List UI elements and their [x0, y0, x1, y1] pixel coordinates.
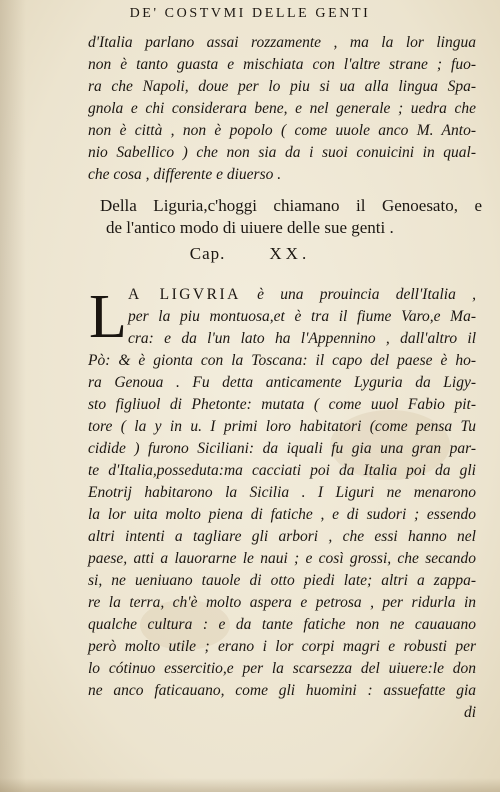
chapter-number: [0, 244, 500, 264]
text-line: cra: e da l'un lato ha l'Appennino , dall'altro il: [128, 330, 476, 347]
text-line: è una prouincia dell'Italia ,: [240, 286, 476, 303]
text-line: cidide ) furono Siciliani: da iquali fu gia una gran par-: [88, 440, 476, 457]
heading-line: de l'antico modo di uiuere delle sue genti .: [106, 218, 394, 237]
text-line: altri intenti a tagliare gli arbori , che essi hanno nel: [88, 528, 476, 545]
heading-line: Della Liguria,c'hoggi chiamano il Genoesato, e: [100, 196, 482, 215]
text-line: ra che Napoli, doue per lo piu si ua alla lingua Spa-: [88, 78, 476, 95]
text-line: si, ne ueniuano tauole di otto piedi late; altri a zappa-: [88, 572, 476, 589]
chapter-label: Cap.: [189, 244, 226, 263]
text-line: Pò: & è gionta con la Toscana: il capo del paese è ho-: [88, 352, 476, 369]
text-line: ne anco faticauano, come gli huomini : assuefatte gia: [88, 682, 476, 699]
catchword: di: [463, 704, 476, 721]
text-line: lo cótinuo essercitio,e per la scarsezza del uiuere:le don: [88, 660, 476, 677]
text-line: nio Sabellico ) che non sia da i suoi conuicini in qual-: [88, 144, 476, 161]
chapter-heading: [100, 195, 482, 239]
body-paragraph: [88, 284, 476, 724]
small-caps-opening: A LIGVRIA: [128, 286, 241, 303]
text-line: ra Genoua . Fu detta anticamente Lyguria da Ligy-: [88, 374, 476, 391]
text-line: sto figliuol di Phetonte: mutata ( come uuol Fabio pit-: [88, 396, 476, 413]
top-paragraph: [88, 32, 476, 186]
text-line: te d'Italia,posseduta:ma cacciati poi da Italia poi da gli: [88, 462, 476, 479]
text-line: non è città , non è popolo ( come uuole anco M. Anto-: [88, 122, 476, 139]
text-line: per la piu montuosa,et è tra il fiume Varo,e Ma-: [128, 308, 476, 325]
running-head: DE' COSTVMI DELLE GENTI: [129, 6, 371, 21]
text-line: che cosa , differente e diuerso .: [88, 166, 282, 183]
chapter-roman-numeral: XX.: [269, 244, 311, 263]
text-line: re la terra, ch'è molto aspera e petrosa , per ridurla in: [88, 594, 476, 611]
text-line: tore ( la y in u. I primi loro habitatori (come pensa Tu: [88, 418, 476, 435]
binding-shadow: [0, 0, 26, 792]
text-line: Enotrij habitarono la Sicilia . I Liguri ne menarono: [88, 484, 476, 501]
page-bottom-edge: [0, 778, 500, 792]
text-line: d'Italia parlano assai rozzamente , ma la lor lingua: [88, 34, 476, 51]
text-line-first: [88, 284, 476, 306]
text-line: non è tanto guasta e mischiata con l'altre strane ; fuo-: [88, 56, 476, 73]
drop-cap: L: [89, 283, 127, 351]
text-line: gnola e chi considerara bene, e nel generale ; uedra che: [88, 100, 476, 117]
text-line: la lor uita molto piena di fatiche , e di sudori ; essendo: [88, 506, 476, 523]
text-line: qualche cultura : e da tante fatiche non ne cauauano: [88, 616, 476, 633]
text-line: paese, atti a lauorarne le naui ; e così grossi, che secando: [88, 550, 476, 567]
text-line: però molto utile ; erano i lor corpi magri e robusti per: [88, 638, 476, 655]
